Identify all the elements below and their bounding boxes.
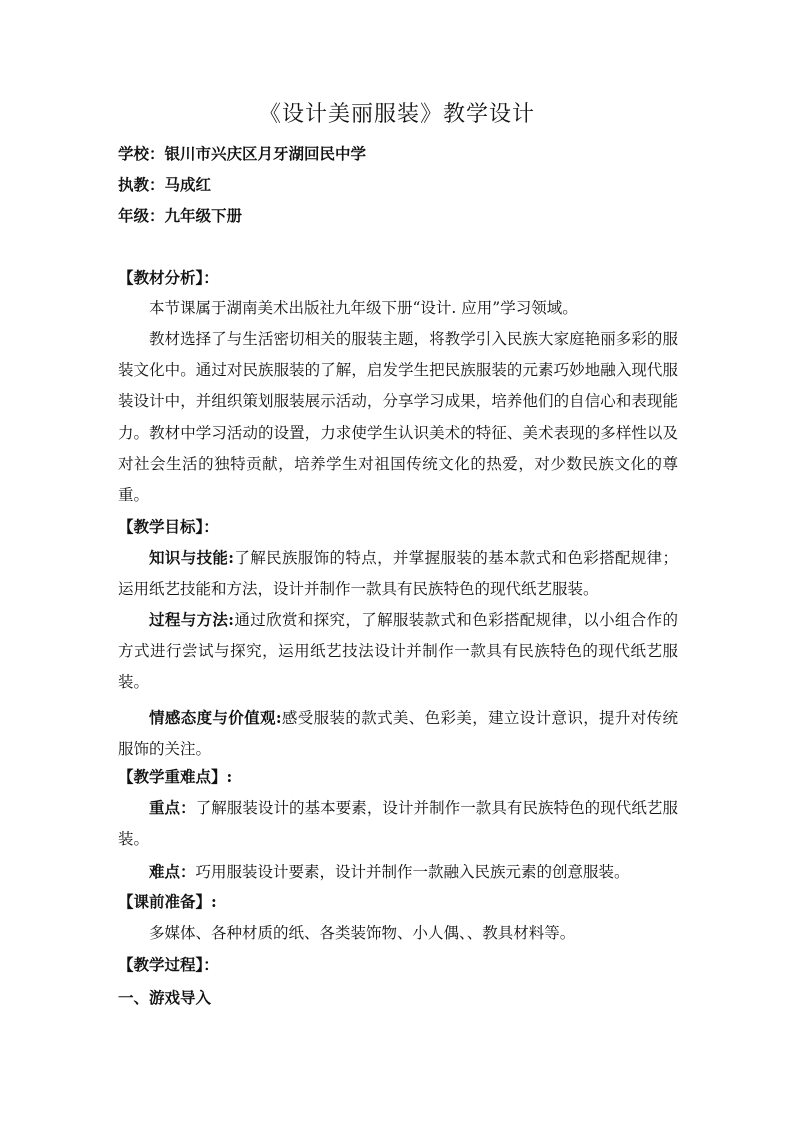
textbook-analysis-paragraph-1: 本节课属于湖南美术出版社九年级下册“设计. 应用”学习领域。 bbox=[149, 299, 578, 317]
teaching-goals-heading: 【教学目标】： bbox=[118, 517, 219, 536]
key-points-heading: 【教学重难点】: bbox=[118, 767, 233, 786]
grade-line: 年级：九年级下册 bbox=[118, 206, 243, 225]
key-point-text: 了解服装设计的基本要素，设计并制作一款具有民族特色的现代纸艺服装。 bbox=[118, 799, 678, 849]
school-line: 学校：银川市兴庆区月牙湖回民中学 bbox=[118, 144, 367, 163]
textbook-analysis-heading: 【教材分析】： bbox=[118, 268, 219, 287]
goal-process-label: 过程与方法: bbox=[149, 610, 235, 629]
goal-emotion-paragraph bbox=[118, 702, 678, 765]
difficult-point-label: 难点： bbox=[149, 862, 196, 881]
process-step-1: 一、游戏导入 bbox=[118, 988, 212, 1007]
goal-process-text: 通过欣赏和探究，了解服装款式和色彩搭配规律，以小组合作的方式进行尝试与探究，运用纸艺技法设计并制作一款具有民族特色的现代纸艺服装。 bbox=[118, 611, 678, 692]
teacher-line: 执教：马成红 bbox=[118, 175, 212, 194]
goal-process-paragraph bbox=[118, 604, 678, 699]
goal-emotion-label: 情感态度与价值观: bbox=[149, 708, 282, 727]
goal-knowledge-paragraph bbox=[118, 542, 678, 605]
goal-knowledge-label: 知识与技能: bbox=[149, 548, 235, 567]
goal-emotion-text: 感受服装的款式美、色彩美，建立设计意识，提升对传统服饰的关注。 bbox=[118, 709, 678, 759]
key-point-paragraph bbox=[118, 792, 678, 855]
document-title: 《设计美丽服装》教学设计 bbox=[258, 102, 535, 127]
goal-knowledge-text: 了解民族服饰的特点，并掌握服装的基本款式和色彩搭配规律；运用纸艺技能和方法，设计并制作一款具有民族特色的现代纸艺服装。 bbox=[118, 549, 678, 599]
preparation-heading: 【课前准备】: bbox=[118, 892, 217, 911]
difficult-point-paragraph bbox=[118, 856, 678, 888]
key-point-label: 重点： bbox=[149, 798, 196, 817]
textbook-analysis-paragraph-2: 教材选择了与生活密切相关的服装主题，将教学引入民族大家庭艳丽多彩的服装文化中。通过对民族服装的了解，启发学生把民族服装的元素巧妙地融入现代服装设计中，并组织策划服装展示活动，分享学习成果，培养他们的自信心和表现能力。教材中学习活动的设置，力求使学生认识美术的特征、美术表现的多样性以及对社会生活的独特贡献，培养学生对祖国传统文化的热爱，对少数民族文化的尊重。 bbox=[118, 330, 678, 505]
preparation-paragraph: 多媒体、各种材质的纸、各类装饰物、小人偶、、教具材料等。 bbox=[149, 924, 576, 942]
difficult-point-text: 巧用服装设计要素，设计并制作一款融入民族元素的创意服装。 bbox=[195, 863, 630, 881]
teaching-process-heading: 【教学过程】： bbox=[118, 955, 219, 974]
